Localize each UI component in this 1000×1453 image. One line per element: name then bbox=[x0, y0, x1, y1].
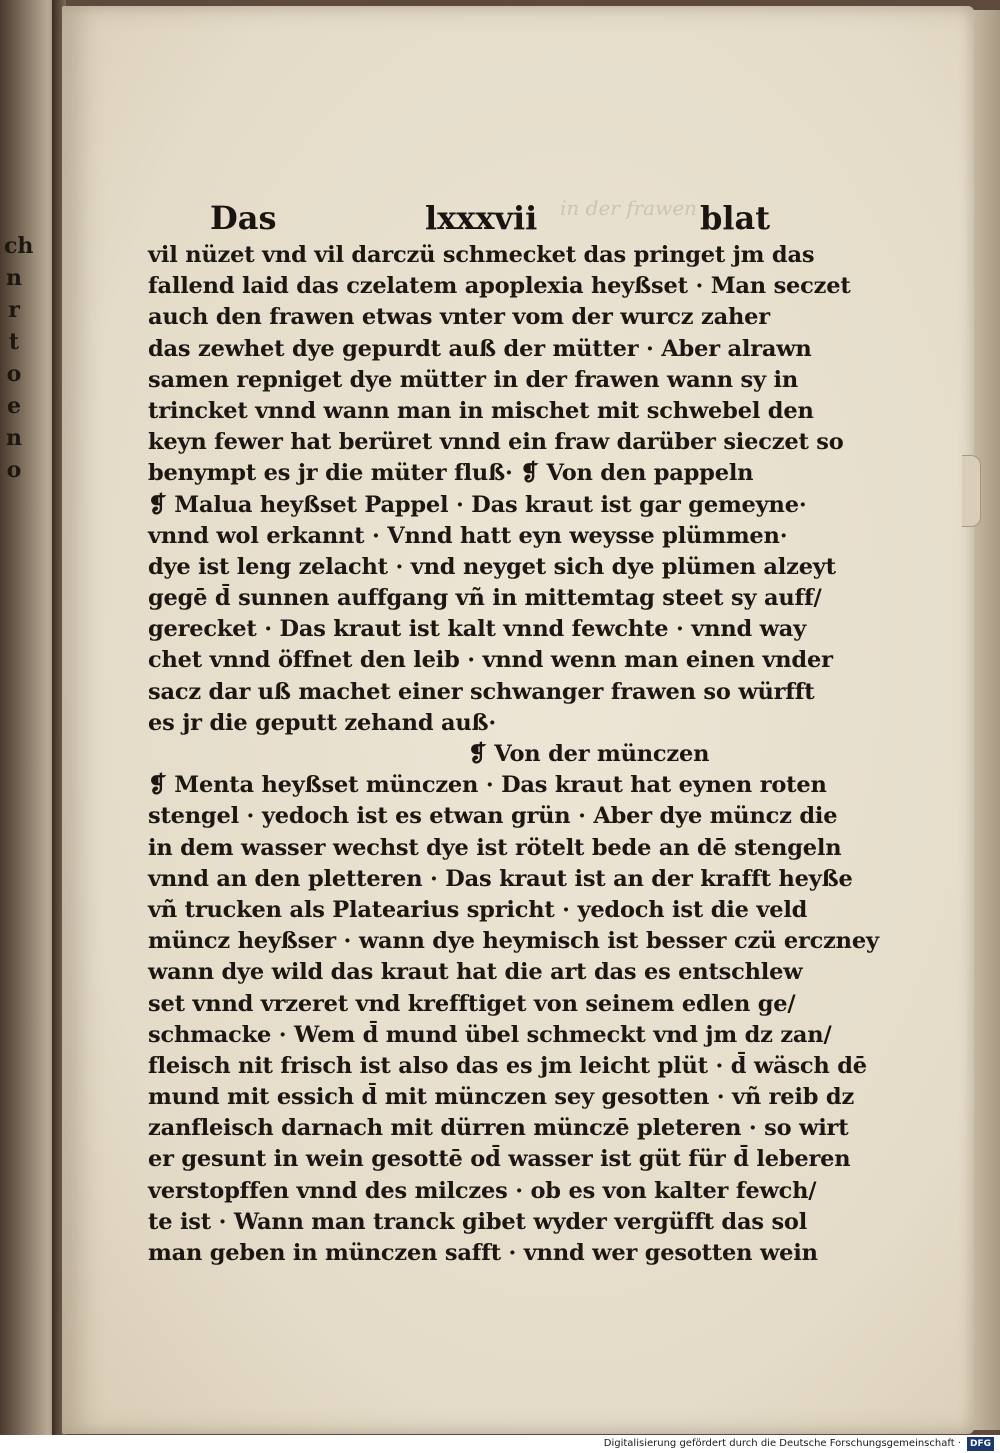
text-line: sacz dar uß machet einer schwanger frawen so würfft bbox=[148, 678, 815, 705]
text-line: müncz heyßser · wann dye heymisch ist besser czü erczney bbox=[148, 928, 879, 955]
header-left: Das bbox=[210, 199, 277, 237]
text-line: fleisch nit frisch ist also das es jm leicht plüt · d̄ wäsch dē bbox=[148, 1052, 867, 1079]
folio-number: lxxxvii bbox=[425, 199, 538, 237]
text-line: trincket vnnd wann man in mischet mit schwebel den bbox=[148, 397, 814, 424]
footer-bar bbox=[0, 1435, 1000, 1453]
header-right: blat bbox=[699, 199, 770, 237]
text-line: chet vnnd öffnet den leib · vnnd wenn man einen vnder bbox=[148, 647, 833, 674]
text-line: auch den frawen etwas vnter vom der wurcz zaher bbox=[148, 304, 770, 331]
text-line: set vnnd vrzeret vnd krefftiget von seinem edlen ge/ bbox=[148, 990, 796, 1017]
text-line: mund mit essich d̄ mit münczen sey gesotten · vñ reib dz bbox=[148, 1084, 855, 1111]
left-fragment: n bbox=[6, 265, 22, 291]
text-line: ❡ Malua heyßset Pappel · Das kraut ist gar gemeyne· bbox=[148, 491, 807, 518]
left-fragment: n bbox=[6, 425, 22, 451]
bleed-through-text: in der frawen bbox=[560, 196, 697, 220]
text-line: es jr die geputt zehand auß· bbox=[148, 709, 497, 736]
text-line: verstopffen vnnd des milczes · ob es von kalter fewch/ bbox=[148, 1177, 817, 1204]
left-fragment: o bbox=[6, 457, 22, 483]
text-line: man geben in münczen safft · vnnd wer gesotten wein bbox=[148, 1240, 818, 1266]
left-fragment: r bbox=[8, 297, 20, 323]
dfg-logo[interactable]: DFG bbox=[967, 1437, 994, 1451]
text-line: dye ist leng zelacht · vnd neyget sich dye plümen alzeyt bbox=[148, 553, 836, 580]
text-line: vnnd wol erkannt · Vnnd hatt eyn weysse plümmen· bbox=[148, 522, 788, 549]
text-line: stengel · yedoch ist es etwan grün · Aber dye müncz die bbox=[148, 803, 838, 830]
text-line: schmacke · Wem d̄ mund übel schmeckt vnd jm dz zan/ bbox=[148, 1021, 832, 1048]
text-line: vñ trucken als Platearius spricht · yedoch ist die veld bbox=[148, 896, 808, 923]
text-line: fallend laid das czelatem apoplexia heyßset · Man seczet bbox=[148, 273, 851, 300]
left-fragment: t bbox=[8, 329, 20, 355]
footer-credit: Digitalisierung gefördert durch die Deutsche Forschungsgemeinschaft · bbox=[603, 1438, 961, 1449]
text-line: zanfleisch darnach mit dürren münczē pleteren · so wirt bbox=[148, 1115, 849, 1142]
text-line: gerecket · Das kraut ist kalt vnnd fewchte · vnnd way bbox=[148, 616, 807, 643]
text-line: keyn fewer hat berüret vnnd ein fraw darüber sieczet so bbox=[148, 429, 844, 456]
body-text bbox=[148, 240, 879, 1269]
text-line: er gesunt in wein gesottē od̄ wasser ist güt für d̄ leberen bbox=[148, 1146, 851, 1173]
text-line: vnnd an den pletteren · Das kraut ist an der krafft heyße bbox=[148, 865, 853, 892]
text-line: benympt es jr die müter fluß· ❡ Von den pappeln bbox=[148, 460, 754, 487]
page-tab bbox=[962, 455, 981, 527]
left-fragment: e bbox=[7, 393, 21, 419]
left-page-fragments bbox=[4, 230, 34, 486]
text-line: in dem wasser wechst dye ist rötelt bede an dē stengeln bbox=[148, 834, 842, 861]
text-line: wann dye wild das kraut hat die art das es entschlew bbox=[148, 959, 803, 986]
left-fragment: o bbox=[6, 361, 22, 387]
text-line: gegē d̄ sunnen auffgang vñ in mittemtag steet sy auff/ bbox=[148, 585, 822, 612]
left-page-edge bbox=[0, 0, 60, 1440]
text-line: vil nüzet vnd vil darczü schmecket das pringet jm das bbox=[148, 242, 815, 268]
text-line: ❡ Von der münczen bbox=[468, 741, 710, 767]
text-line: te ist · Wann man tranck gibet wyder vergüfft das sol bbox=[148, 1208, 808, 1235]
text-line: das zewhet dye gepurdt auß der mütter · Aber alrawn bbox=[148, 335, 812, 362]
left-fragment: ch bbox=[4, 233, 34, 259]
page-header bbox=[210, 196, 770, 242]
text-line: samen repniget dye mütter in der frawen wann sy in bbox=[148, 366, 798, 393]
text-line: ❡ Menta heyßset münczen · Das kraut hat eynen roten bbox=[148, 772, 827, 799]
